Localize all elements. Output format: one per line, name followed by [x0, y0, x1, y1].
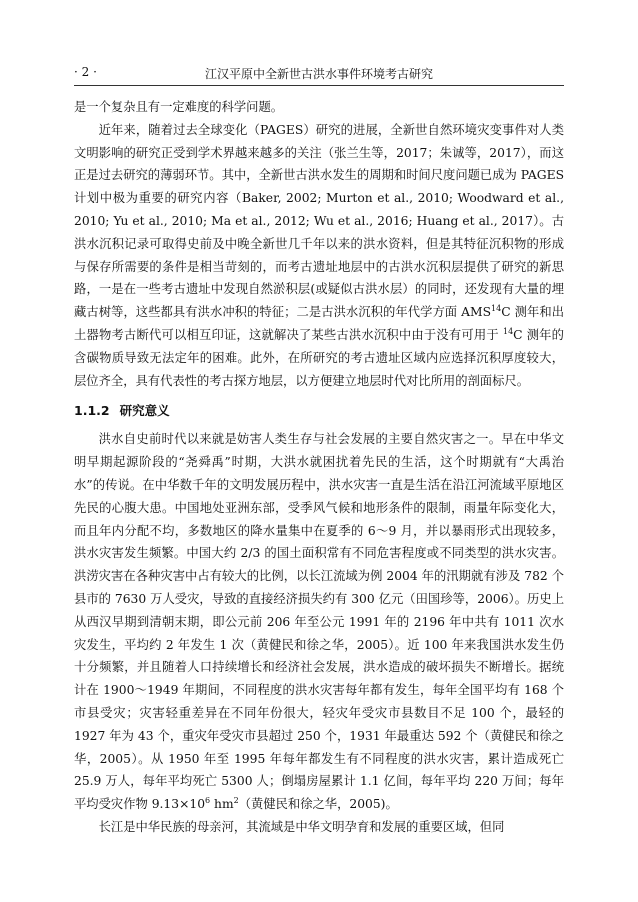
superscript: 14	[491, 304, 502, 314]
section-title: 研究意义	[119, 403, 170, 419]
paragraph-text: C 测年的含碳物质导致无法定年的困难。此外，在所研究的考古遗址区域内应选择沉积厚度较大，层位齐全，具有代表性的考古探方地层，以方便建立地层时代对比所用的剖面标尺。	[74, 327, 564, 388]
paragraph-text: 洪水自史前时代以来就是妨害人类生存与社会发展的主要自然灾害之一。早在中华文明早期起源阶段的“尧舜禹”时期，大洪水就困扰着先民的生活，这个时期就有“大禹治水”的传说。在中华数千年的文明发展历程中，洪水灾害一直是生活在沿江河流域平原地区先民的心腹大患。中国地处亚洲东部，受季风气候和地形条件的限制，雨量年际变化大，而且年内分配不均，多数地区的降水量集中在夏季的 6～9 月，并以暴雨形式出现较多，洪水灾害发生频繁。中国大约 2/3 的国土面积常有不同危害程度或不同类型的洪水灾害。洪涝灾害在各种灾害中占有较大的比例，以长江流域为例 2004 年的汛期就有涉及 782 个县市的 7630 万人受灾，导致的直接经济损失约有 300 亿元（田国珍等，2006）。历史上从西汉早期到清朝末期，即公元前 206 年至公元 1991 年的 2196 年中共有 1011 次水灾发生，平均约 2 年发生 1 次（黄健民和徐之华，2005）。近 100 年来我国洪水发生仍十分频繁，并且随着人口持续增长和经济社会发展，洪水造成的破坏损失不断增长。据统计在 1900～1949 年期间，不同程度的洪水灾害每年都有发生，每年全国平均有 168 个市县受灾；灾害轻重差异在不同年份很大，轻灾年受灾市县数目不足 100 个，最轻的 1927 年为 43 个，重灾年受灾市县超过 250 个，1931 年最重达 592 个（黄健民和徐之华，2005）。从 1950 年至 1995 年每年都发生有不同程度的洪水灾害，累计造成死亡 25.9 万人，每年平均死亡 5300 人；倒塌房屋累计 1.1 亿间，每年平均 220 万间；每年平均受灾作物 9.13×10	[74, 432, 564, 812]
body-text	[74, 96, 564, 839]
paragraph-research-background	[74, 119, 564, 393]
paragraph-yangtze: 长江是中华民族的母亲河，其流域是中华文明孕育和发展的重要区域，但同	[98, 819, 505, 834]
superscript: 2	[233, 796, 239, 806]
running-header	[74, 61, 564, 86]
superscript: 14	[502, 326, 514, 336]
superscript: 6	[205, 796, 211, 806]
section-number: 1.1.2	[74, 403, 110, 419]
paragraph-text: hm	[210, 797, 234, 812]
running-title: 江汉平原中全新世古洪水事件环境考古研究	[204, 67, 433, 81]
page-number: · 2 ·	[74, 65, 97, 79]
paragraph-continued: 是一个复杂且有一定难度的科学问题。	[74, 100, 284, 114]
paragraph-text: C 测年和出土器物考古断代可以相互印证，这就解决了某些古洪水沉积中由于没有可用于	[74, 305, 564, 342]
section-heading	[74, 399, 564, 422]
paragraph-text: 近年来，随着过去全球变化（PAGES）研究的进展，全新世自然环境灾变事件对人类文明影响的研究正受到学术界越来越多的关注（张兰生等，2017；朱诚等，2017），而这正是过去研究的薄弱环节。其中，全新世古洪水发生的周期和时间尺度问题已成为 PAGES 计划中极为重要的研究内容（Baker, 2002; Murton et al., 2010; Woodward et al., 2010; Yu et al., 2010; Ma et al., 2012; Wu et al., 2016; Huang et al., 2017）。古洪水沉积记录可取得史前及中晚全新世几千年以来的洪水资料，但是其特征沉积物的形成与保存所需要的条件是相当苛刻的，而考古遗址地层中的古洪水沉积层提供了研究的新思路，一是在一些考古遗址中发现自然淤积层(或疑似古洪水层）的同时，还发现有大量的埋藏古树等，这些都具有洪水冲积的特征；二是古洪水沉积的年代学方面 AMS	[74, 122, 564, 320]
paragraph-text: （黄健民和徐之华，2005)。	[238, 797, 398, 812]
paragraph-significance	[74, 428, 564, 816]
